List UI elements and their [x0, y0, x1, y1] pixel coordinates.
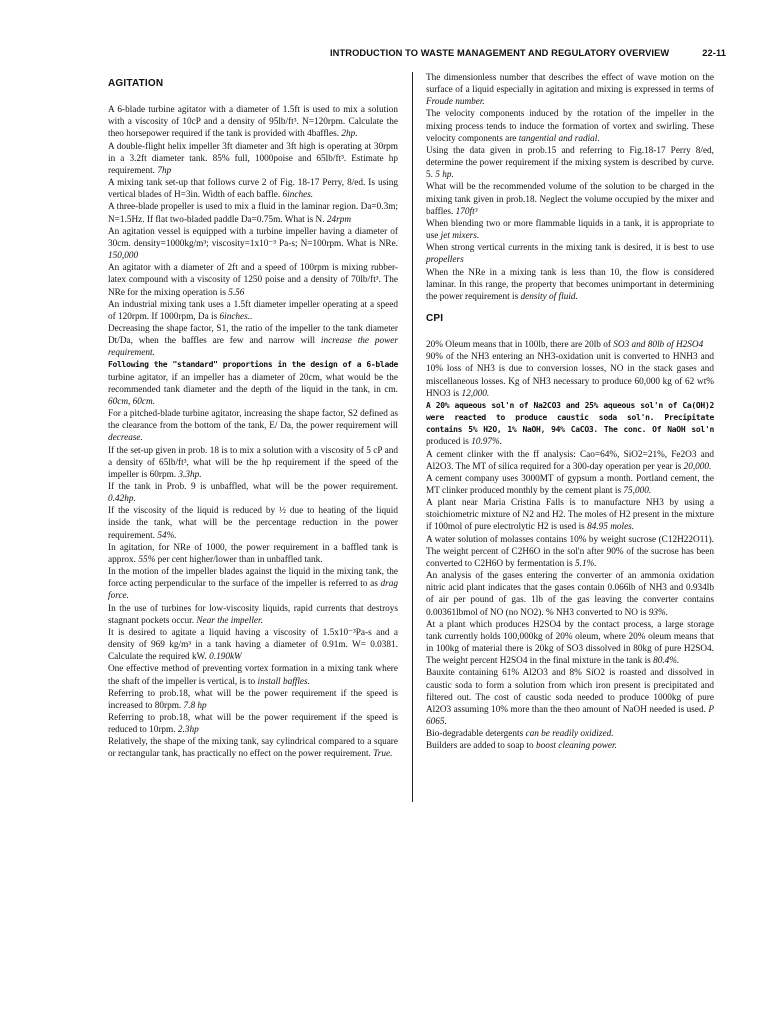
qa-item: [426, 473, 714, 497]
item-question: One effective method of preventing vortex formation in a mixing tank where the shaft of the impeller is vertical, is to: [108, 664, 398, 687]
qa-item: [426, 570, 714, 619]
right-column: [426, 72, 714, 752]
item-question: A double-flight helix impeller 3ft diameter and 3ft high is operating at 30rpm in a 3.2ft diameter tank. 85% full, 1000poise and 65lb/ft³. Estimate hp requirement.: [108, 141, 398, 176]
item-answer: 24rpm: [326, 214, 352, 225]
qa-item: [108, 736, 398, 760]
qa-item: [426, 242, 714, 266]
item-answer: 3.3hp.: [178, 469, 202, 480]
item-tail: per cent higher/lower than in unbaffled tank.: [155, 554, 323, 565]
qa-item: [108, 566, 398, 602]
qa-item: [426, 667, 714, 728]
item-question: Bio-degradable detergents: [426, 729, 524, 740]
qa-item: [108, 104, 398, 140]
qa-item: [426, 145, 714, 181]
item-question: A water solution of molasses contains 10% by weight sucrose (C12H22O11). The weight percent of C2H6O in the sol'n after 90% of the sucrose has been converted to C2H6O by fermentation is: [426, 534, 714, 569]
item-question: Builders are added to soap to: [426, 741, 534, 752]
item-answer: 5.56: [228, 287, 245, 298]
item-answer: 7hp: [157, 165, 172, 176]
qa-item: [426, 108, 714, 144]
item-question: A mixing tank set-up that follows curve 2 of Fig. 18-17 Perry, 8/ed. Is using vertical blades of H=3in. Width of each baffle.: [108, 178, 398, 201]
qa-item: [108, 688, 398, 712]
section-heading-agitation: AGITATION: [108, 78, 164, 89]
item-answer: propellers: [426, 255, 464, 266]
item-question: A 6-blade turbine agitator with a diameter of 1.5ft is used to mix a solution with a viscosity of 10cP and a density of 95lb/ft³. N=120rpm. Calculate the theo horsepower required if the tank is provided with 4baffles.: [108, 105, 398, 140]
item-answer: density of fluid.: [520, 291, 578, 302]
item-question: In the motion of the impeller blades against the liquid in the mixing tank, the force acting perpendicular to the surface of the impeller is referred to as: [108, 567, 398, 590]
qa-item: [108, 603, 398, 627]
item-question: produced is: [426, 437, 469, 448]
item-question: turbine agitator, if an impeller has a diameter of 20cm, what would be the recommended tank diameter and the depth of the liquid in the tank, in cm.: [108, 372, 398, 395]
item-question: If the tank in Prob. 9 is unbaffled, what will be the power requirement.: [108, 482, 398, 492]
item-answer: 6inches.: [282, 190, 314, 201]
item-answer: Near the impeller.: [196, 615, 263, 626]
qa-item: [426, 449, 714, 473]
item-answer: 150,000: [108, 251, 139, 262]
item-question: 90% of the NH3 entering an NH3-oxidation unit is converted to HNH3 and 10% loss of NH3 is due to conversion losses, NO in the stack gases and miscellaneous losses. Kg of NH3 necessary to produce 60,000 kg of 62 wt% HNO3 is: [426, 352, 714, 399]
item-question: A three-blade propeller is used to mix a fluid in the laminar region. Da=0.3m; N=1.5Hz. If flat two-bladed paddle Da=0.75m. What is N.: [108, 202, 398, 225]
item-answer: 0.190kW: [209, 652, 242, 663]
item-answer: 6inches..: [219, 311, 253, 322]
qa-item: [108, 299, 398, 323]
item-answer: True.: [373, 749, 393, 760]
qa-item: [108, 201, 398, 225]
item-answer: Froude number.: [426, 97, 485, 108]
cpi-items: [426, 339, 714, 752]
item-question: When the NRe in a mixing tank is less than 10, the flow is considered laminar. In this range, the property that becomes unimportant in determining the power requirement is: [426, 267, 714, 302]
item-question: In the use of turbines for low-viscosity liquids, rapid currents that destroys stagnant pockets occur.: [108, 603, 398, 626]
qa-item: [108, 627, 398, 663]
item-question: When strong vertical currents in the mixing tank is desired, it is best to use: [426, 243, 714, 254]
item-question: When blending two or more flammable liquids in a tank, it is appropriate to use: [426, 218, 714, 242]
item-answer: 2.3hp: [177, 725, 199, 736]
qa-item: [108, 505, 398, 541]
item-lead-text: Following the "standard" proportions in the design of a 6-blade: [108, 360, 398, 370]
item-question: An agitator with a diameter of 2ft and a speed of 100rpm is mixing rubber-latex compound with a viscosity of 1250 poise and a density of 70lb/ft³. The NRe for the mixing operation is: [108, 263, 398, 298]
item-question: An agitation vessel is equipped with a turbine impeller having a diameter of 30cm. density=1000kg/m³; viscosity=1x10⁻³ Pa-s; N=100rpm. What is NRe.: [108, 226, 398, 249]
qa-item: [426, 181, 714, 217]
item-question: The dimensionless number that describes the effect of wave motion on the surface of a liquid especially in agitation and mixing is expressed in terms of: [426, 73, 714, 96]
item-question: An analysis of the gases entering the converter of an ammonia oxidation nitric acid plant indicates that the gases contain 0.066lb of NH3 and 0.934lb of air per pound of gas. 1lb of the gas leaving the converter contains 0.00361lbmol of NO (no NO2). % NH3 converted to NO is: [426, 571, 714, 618]
qa-item: [426, 72, 714, 108]
qa-item: [426, 400, 714, 449]
item-question: Using the data given in prob.15 and referring to Fig.18-17 Perry 8/ed, determine the power requirement if the mixing system is described by curve. 5.: [426, 145, 714, 181]
item-question: A cement clinker with the ff analysis: Cao=64%, SiO2=21%, Fe2O3 and Al2O3. The MT of silica required for a 300-day operation per year is: [426, 449, 714, 472]
qa-item: [108, 481, 398, 505]
item-question: Referring to prob.18, what will be the power requirement if the speed is reduced to 10rpm.: [108, 712, 398, 736]
item-question: The velocity components induced by the rotation of the impeller in the mixing process tends to induce the formation of vortex and swirling. These velocity components are: [426, 109, 714, 144]
column-divider: [412, 72, 413, 802]
item-question: What will be the recommended volume of the solution to be charged in the mixing tank given in prob.18. Neglect the volume occupied by the mixer and baffles.: [426, 182, 714, 217]
page-number: 22-11: [702, 48, 726, 58]
item-question: An industrial mixing tank uses a 1.5ft diameter impeller operating at a speed of 120rpm. If 1000rpm, Da is: [108, 299, 398, 322]
item-answer: jet mixers.: [440, 231, 480, 242]
item-answer: 5 hp.: [435, 170, 454, 181]
item-question: At a plant which produces H2SO4 by the contact process, a large storage tank currently holds 100,000kg of 20% oleum, where 20% oleum means that in 100kg of material there is 20kg of SO3 dissolved in 80kg of pure H2SO4. The weight percent H2SO4 in the final mixture in the tank is: [426, 619, 714, 667]
qa-item: [426, 619, 714, 668]
item-answer: 55%: [138, 554, 156, 565]
item-question: It is desired to agitate a liquid having a viscosity of 1.5x10⁻³Pa-s and a density of 969 kg/m³ in a tank having a diameter of 0.91m. W= 0.0381. Calculate the required kW.: [108, 627, 398, 663]
qa-item: [108, 177, 398, 201]
item-question: 20% Oleum means that in 100lb, there are 20lb of: [426, 340, 611, 351]
item-answer: 20,000.: [683, 461, 712, 472]
item-question: A plant near Maria Cristina Falls is to manufacture NH3 by using a stoichiometric mixture of N2 and H2. The moles of H2 present in the mixture if 100mol of pure electrolytic H2 is used is: [426, 498, 714, 533]
item-answer: 7.8 hp: [183, 700, 207, 711]
qa-item: [108, 226, 398, 262]
item-answer: 60cm, 60cm.: [108, 396, 156, 407]
qa-item: [108, 262, 398, 298]
item-answer: 80.4%.: [653, 656, 680, 667]
qa-item: [108, 359, 398, 408]
left-column: [108, 72, 398, 761]
item-answer: 10.97%.: [471, 437, 503, 448]
section-heading-cpi: CPI: [426, 312, 444, 324]
item-question: If the viscosity of the liquid is reduced by ½ due to heating of the liquid inside the tank, what will be the percentage reduction in the power requirement.: [108, 506, 398, 541]
item-answer: 2hp.: [341, 129, 358, 140]
item-answer: 84.95 moles.: [587, 522, 635, 533]
qa-item: [426, 740, 714, 752]
item-answer: decrease.: [108, 433, 143, 444]
agitation-items-continued: [426, 72, 714, 303]
qa-item: [108, 445, 398, 481]
item-answer: 0.42hp.: [108, 494, 136, 505]
qa-item: [426, 728, 714, 740]
agitation-items: [108, 104, 398, 760]
item-question: Decreasing the shape factor, S1, the ratio of the impeller to the tank diameter Dt/Da, when the baffles are few and narrow will: [108, 323, 398, 347]
qa-item: [426, 497, 714, 533]
item-answer: 93%.: [648, 607, 669, 618]
item-answer: boost cleaning power.: [535, 741, 617, 752]
item-answer: SO3 and 80lb of H2SO4: [613, 340, 704, 351]
qa-item: [108, 141, 398, 177]
item-question: For a pitched-blade turbine agitator, increasing the shape factor, S2 defined as the clearance from the bottom of the tank, E/ Da, the power requirement will: [108, 409, 398, 432]
item-answer: P 6065.: [426, 704, 714, 727]
running-header: [330, 48, 726, 62]
item-answer: install baffles.: [257, 676, 310, 687]
item-answer: 5.1%.: [575, 558, 597, 569]
item-answer: can be readily oxidized.: [525, 729, 614, 740]
qa-item: [108, 712, 398, 736]
item-answer: 75,000.: [623, 486, 652, 496]
qa-item: [108, 323, 398, 359]
header-title: INTRODUCTION TO WASTE MANAGEMENT AND REGULATORY OVERVIEW: [330, 48, 670, 58]
qa-item: [108, 663, 398, 687]
qa-item: [426, 267, 714, 303]
item-question: Bauxite containing 61% Al2O3 and 8% SiO2 is roasted and dissolved in caustic soda to form a solution from which iron present is precipitated and filtered out. The cost of caustic soda needed to produce 1000kg of pure Al2O3 assuming 10% more than the theo amount of NaOH needed is used.: [426, 668, 714, 715]
qa-item: [108, 542, 398, 566]
qa-item: [426, 218, 714, 242]
qa-item: [426, 534, 714, 570]
item-answer: increase the power requirement.: [108, 336, 399, 359]
item-question: In agitation, for NRe of 1000, the power requirement in a baffled tank is approx.: [108, 542, 398, 565]
qa-item: [426, 339, 714, 351]
item-answer: tangential and radial.: [518, 133, 600, 144]
item-answer: 12,000.: [461, 388, 490, 399]
item-question: If the set-up given in prob. 18 is to mix a solution with a viscosity of 5 cP and a density of 65lb/ft³, what will be the hp requirement if the speed of the impeller is 60rpm.: [108, 445, 398, 480]
qa-item: [108, 408, 398, 444]
item-answer: 54%.: [157, 530, 177, 541]
item-answer: drag force.: [108, 579, 398, 602]
item-question: Referring to prob.18, what will be the power requirement if the speed is increased to 80rpm.: [108, 688, 398, 711]
item-lead-text: A 20% aqueous sol'n of Na2CO3 and 25% aqueous sol'n of Ca(OH)2 were reacted to produce caustic soda sol'n. Precipitate contains 5% H2O, 1% NaOH, 94% CaCO3. The conc. Of NaOH sol'n: [426, 400, 714, 435]
item-answer: 170ft³: [455, 206, 478, 217]
item-question: A cement company uses 3000MT of gypsum a month. Portland cement, the MT clinker produced monthly by the cement plant is: [426, 473, 714, 496]
qa-item: [426, 351, 714, 400]
item-question: Relatively, the shape of the mixing tank, say cylindrical compared to a square or rectangular tank, has practically no effect on the power requirement.: [108, 737, 398, 760]
